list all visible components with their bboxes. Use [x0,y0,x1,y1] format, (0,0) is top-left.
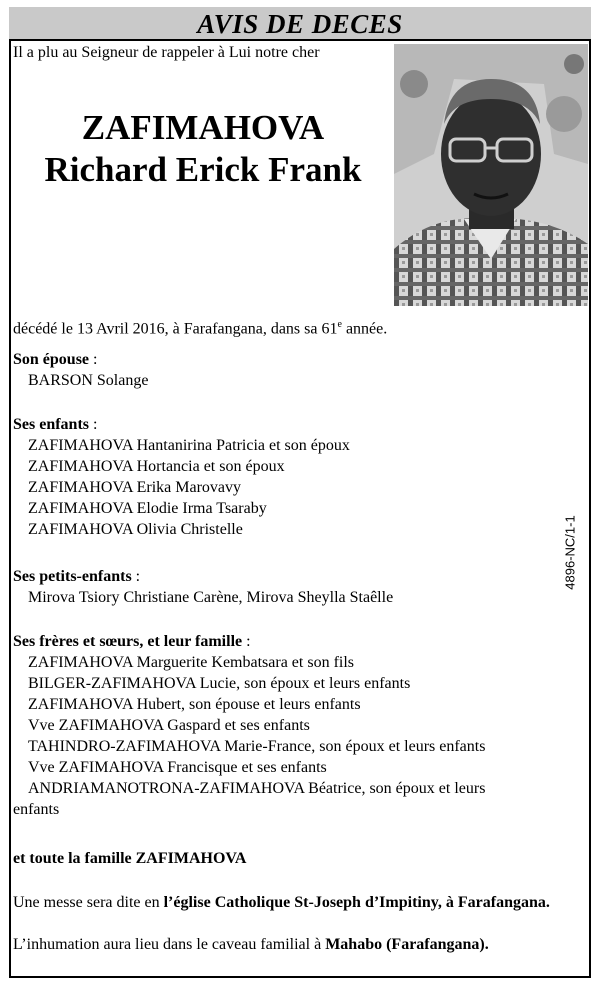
sibling-item-last: ANDRIAMANOTRONA-ZAFIMAHOVA Béatrice, son époux et leurs [28,780,486,797]
child-item: ZAFIMAHOVA Olivia Christelle [28,521,243,538]
spouse-name: BARSON Solange [28,372,149,389]
spouse-label: Son épouse [13,351,90,368]
deceased-portrait-photo [394,44,588,306]
death-line-sup: e [337,319,342,330]
intro-text: Il a plu au Seigneur de rappeler à Lui notre cher [13,44,320,61]
sibling-item-last-cont: enfants [13,801,60,818]
sibling-item: ZAFIMAHOVA Marguerite Kembatsara et son fils [28,654,355,671]
child-item: ZAFIMAHOVA Erika Marovavy [28,479,242,496]
death-line [13,314,588,339]
mass-pre: Une messe sera dite en [13,894,164,911]
children-section [13,414,588,540]
notice-header [9,7,591,41]
children-label: Ses enfants [13,416,90,433]
children-sep: : [89,416,98,433]
grandchildren-names: Mirova Tsiory Christiane Carène, Mirova Sheylla Staêlle [28,589,394,606]
portrait-image [394,44,588,306]
mass-paragraph [13,892,588,913]
child-item: ZAFIMAHOVA Elodie Irma Tsaraby [28,500,267,517]
burial-place: Mahabo (Farafangana). [325,936,489,953]
sibling-item: Vve ZAFIMAHOVA Gaspard et ses enfants [28,717,310,734]
mass-church: l’église Catholique St-Joseph d’Impitiny, à Farafangana. [163,894,550,911]
sibling-item: TAHINDRO-ZAFIMAHOVA Marie-France, son époux et leurs enfants [28,738,486,755]
siblings-sep: : [242,633,251,650]
sibling-item: ZAFIMAHOVA Hubert, son épouse et leurs enfants [28,696,361,713]
siblings-section [13,631,588,820]
child-item: ZAFIMAHOVA Hortancia et son époux [28,458,285,475]
burial-pre: L’inhumation aura lieu dans le caveau familial à [13,936,326,953]
death-line-tail: année. [341,320,388,338]
child-item: ZAFIMAHOVA Hantanirina Patricia et son époux [28,437,350,454]
death-line-text: décédé le 13 Avril 2016, à Farafangana, dans sa 61 [13,320,338,338]
sibling-item: BILGER-ZAFIMAHOVA Lucie, son époux et leurs enfants [28,675,411,692]
whole-family-line: et toute la famille ZAFIMAHOVA [13,850,247,867]
deceased-given-names: Richard Erick Frank [44,150,362,189]
siblings-label: Ses frères et sœurs, et leur famille [13,633,243,650]
sibling-item: Vve ZAFIMAHOVA Francisque et ses enfants [28,759,327,776]
grandchildren-section [13,566,588,608]
spouse-section [13,349,588,391]
burial-paragraph [13,934,588,955]
notice-title: AVIS DE DECES [197,9,403,39]
spouse-sep: : [89,351,98,368]
reference-code: 4896-NC/1-1 [562,515,578,590]
grandchildren-sep: : [131,568,141,585]
deceased-surname: ZAFIMAHOVA [81,108,325,147]
grandchildren-label: Ses petits-enfants [13,568,132,585]
